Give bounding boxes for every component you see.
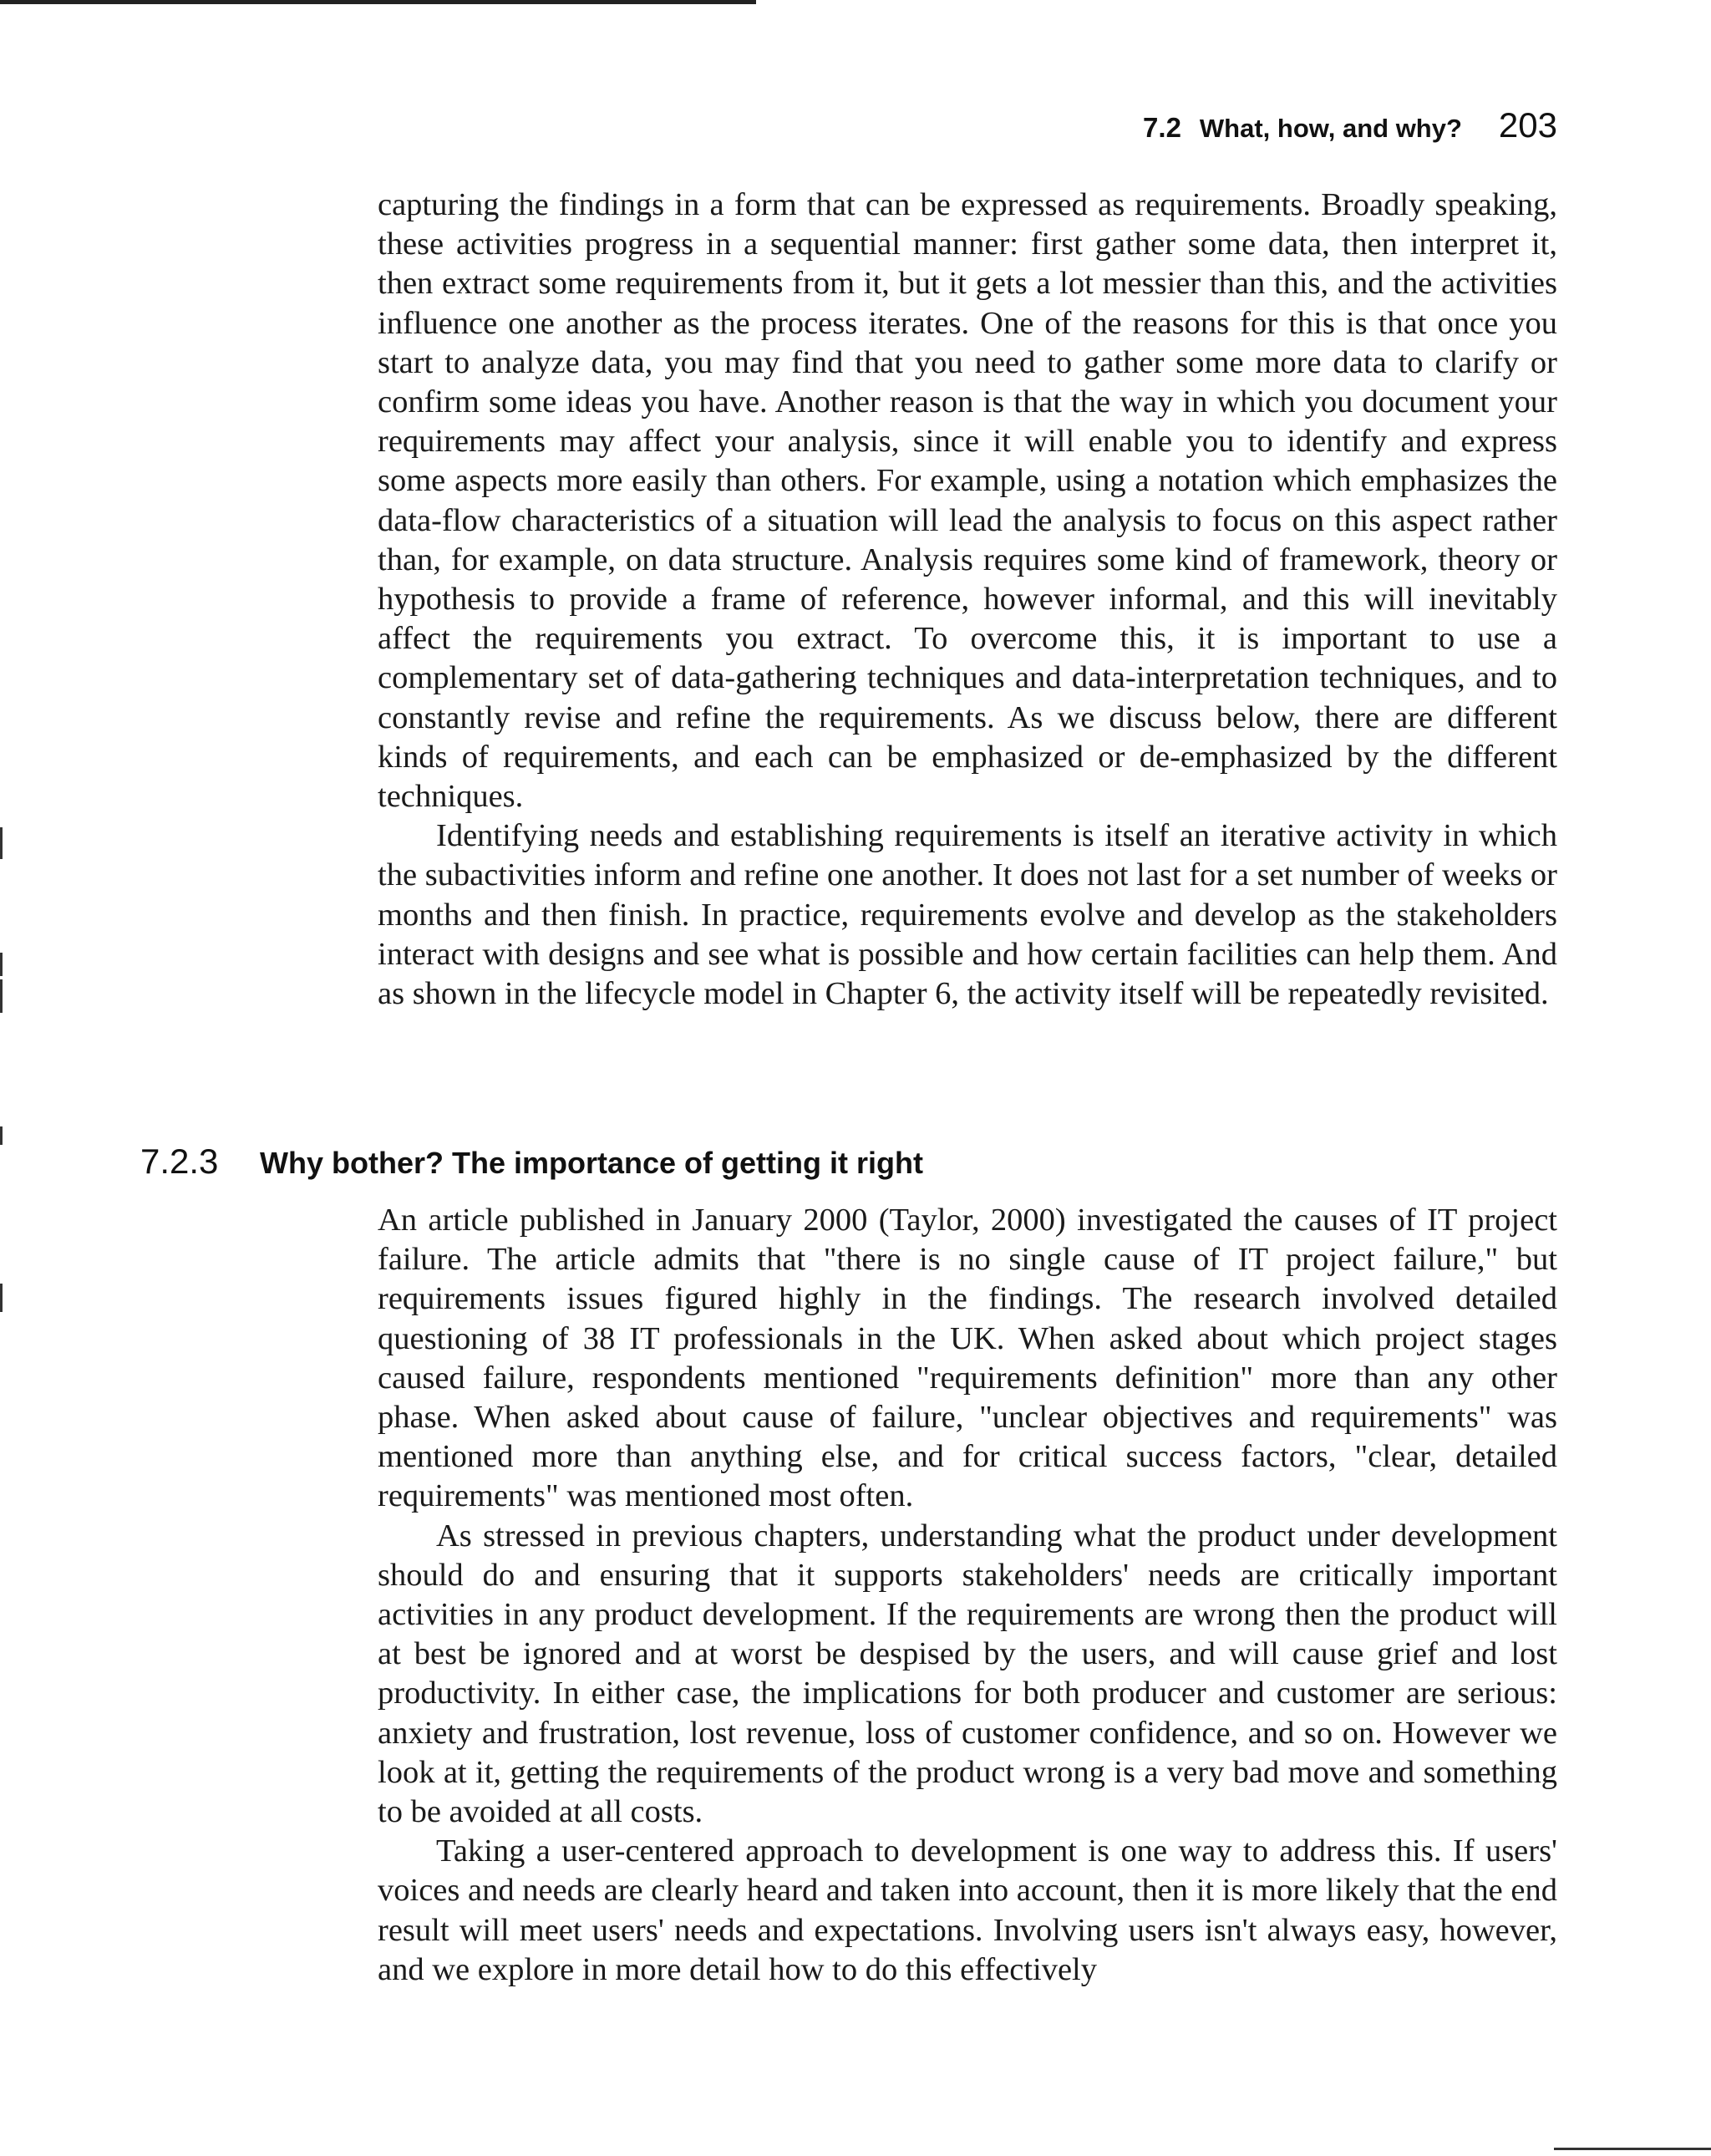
page-number: 203	[1498, 105, 1557, 145]
running-head-section-title: What, how, and why?	[1199, 114, 1462, 143]
scan-edge-mark	[0, 953, 3, 976]
scan-edge-line-bottom	[1554, 2148, 1711, 2150]
paragraph: As stressed in previous chapters, understanding what the product under development should do and ensuring that it supports stakeholders' needs are critically important activities in any product development. If the requirements are wrong then the product will at best be ignored and at worst be despised by the users, and will cause grief and lost productivity. In either case, the implications for both producer and customer are serious: anxiety and frustration, lost revenue, loss of customer confidence, and so on. However we look at it, getting the requirements of the product wrong is a very bad move and something to be avoided at all costs.	[378, 1518, 1557, 1830]
paragraph: An article published in January 2000 (Taylor, 2000) investigated the causes of IT project failure. The article admits that "there is no single cause of IT project failure," but requirements issues figured highly in the findings. The research involved detailed questioning of 38 IT professionals in the UK. When asked about which project stages caused failure, respondents mentioned "requirements definition" more than any other phase. When asked about cause of failure, "unclear objectives and requirements" was mentioned more than anything else, and for critical success factors, "clear, detailed requirements" was mentioned most often.	[378, 1203, 1557, 1514]
scan-edge-mark	[0, 1284, 3, 1312]
scan-edge-mark	[0, 1126, 3, 1145]
paragraph: Identifying needs and establishing requirements is itself an iterative activity in which the subactivities inform and refine one another. It does not last for a set number of weeks or months and then finish. In practice, requirements evolve and develop as the stakeholders interact with designs and see what is possible and how certain facilities can help them. And as shown in the lifecycle model in Chapter 6, the activity itself will be repeatedly revisited.	[378, 818, 1557, 1012]
body-text-block-2	[378, 1201, 1557, 1990]
running-head-section-number: 7.2	[1143, 112, 1181, 143]
section-heading-number: 7.2.3	[140, 1142, 219, 1181]
section-heading	[140, 1142, 923, 1182]
body-text-block-1	[378, 186, 1557, 1014]
paragraph: Taking a user-centered approach to development is one way to address this. If users' voices and needs are clearly heard and taken into account, then it is more likely that the end result will meet users' needs and expectations. Involving users isn't always easy, however, and we explore in more detail how to do this effectively	[378, 1833, 1557, 1987]
section-heading-title: Why bother? The importance of getting it right	[260, 1146, 923, 1180]
paragraph: capturing the findings in a form that can be expressed as requirements. Broadly speaking, these activities progress in a sequential manner: first gather some data, then interpret it, then extract some requirements from it, but it gets a lot messier than this, and the activities influence one another as the process iterates. One of the reasons for this is that once you start to analyze data, you may find that you need to gather some more data to clarify or confirm some ideas you have. Another reason is that the way in which you document your requirements may affect your analysis, since it will enable you to identify and express some aspects more easily than others. For example, using a notation which emphasizes the data-flow characteristics of a situation will lead the analysis to focus on this aspect rather than, for example, on data structure. Analysis requires some kind of framework, theory or hypothesis to provide a frame of reference, however informal, and this will inevitably affect the requirements you extract. To overcome this, it is important to use a complementary set of data-gathering techniques and data-interpretation techniques, and to constantly revise and refine the requirements. As we discuss below, there are different kinds of requirements, and each can be emphasized or de-emphasized by the different techniques.	[378, 187, 1557, 815]
scan-edge-mark	[0, 827, 3, 859]
scan-edge-line-top	[0, 0, 756, 4]
running-head	[1143, 105, 1557, 145]
scan-edge-mark	[0, 979, 3, 1013]
